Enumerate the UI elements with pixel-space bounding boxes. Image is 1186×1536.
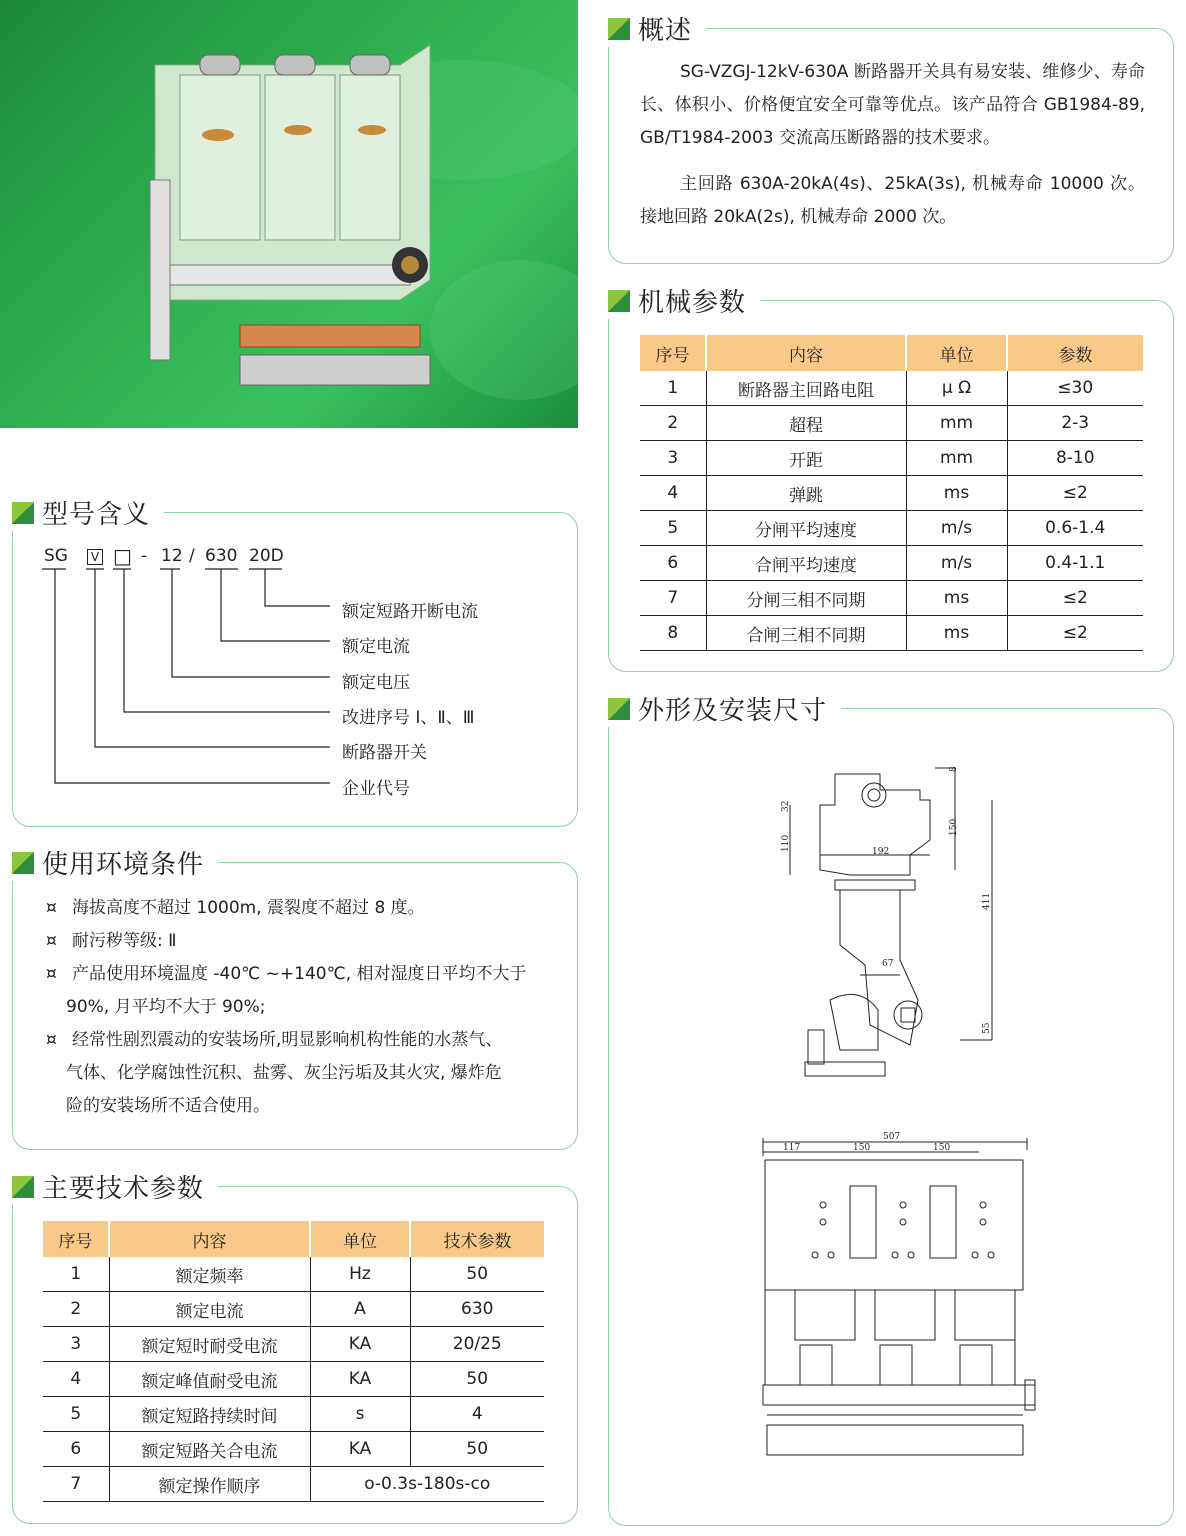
col-header: 序号 [640, 335, 706, 371]
cell: ≤2 [1007, 581, 1143, 616]
dim-192: 192 [872, 847, 890, 857]
cell: ≤30 [1007, 371, 1143, 406]
technical-title: 主要技术参数 [42, 1174, 205, 1204]
col-header: 序号 [43, 1221, 109, 1257]
mechanical-title: 机械参数 [638, 288, 747, 318]
cell: 50 [410, 1362, 544, 1397]
env-text: 险的安装场所不适合使用。 [66, 1096, 270, 1116]
table-row [640, 441, 1143, 476]
table-row [43, 1292, 544, 1327]
dim-411: 411 [982, 892, 992, 910]
label-breaking-current: 额定短路开断电流 [342, 602, 478, 622]
table-row [43, 1362, 544, 1397]
env-text: 海拔高度不超过 1000m, 震裂度不超过 8 度。 [72, 898, 425, 918]
dim-8: 8 [949, 766, 959, 772]
side-view-drawing [760, 760, 1010, 1090]
label-rated-current: 额定电流 [342, 637, 410, 657]
cell: ≤2 [1007, 616, 1143, 651]
technical-heading [12, 1168, 218, 1205]
section-icon [12, 852, 34, 874]
cell: 分闸平均速度 [706, 511, 906, 546]
cell: ms [906, 616, 1007, 651]
environment-title: 使用环境条件 [42, 850, 205, 880]
env-item-continued [66, 1057, 502, 1090]
dimensions-title: 外形及安装尺寸 [638, 696, 828, 726]
model-title: 型号含义 [42, 500, 151, 530]
env-item-continued [66, 1090, 270, 1123]
cell: 3 [43, 1327, 109, 1362]
env-text: 气体、化学腐蚀性沉积、盐雾、灰尘污垢及其火灾, 爆炸危 [66, 1063, 502, 1083]
cell: KA [310, 1362, 410, 1397]
env-text: 产品使用环境温度 -40℃ ~+140℃, 相对湿度日平均不大于 [72, 964, 527, 984]
cell: 8 [640, 616, 706, 651]
code-12: 12 [161, 546, 183, 566]
cell: ≤2 [1007, 476, 1143, 511]
overview-paragraph-1: SG-VZGJ-12kV-630A 断路器开关具有易安装、维修少、寿命长、体积小、价格便宜安全可靠等优点。该产品符合 GB1984-89, GB/T1984-2003 交流高压断路器的技术要求。 [640, 62, 1145, 148]
table-row [640, 476, 1143, 511]
cell: 合闸平均速度 [706, 546, 906, 581]
code-630: 630 [205, 546, 238, 566]
cell: 额定峰值耐受电流 [109, 1362, 310, 1397]
cell: 开距 [706, 441, 906, 476]
cell: mm [906, 406, 1007, 441]
col-header: 内容 [109, 1221, 310, 1257]
col-header: 单位 [906, 335, 1007, 371]
cell: 5 [640, 511, 706, 546]
env-item-continued [66, 991, 266, 1024]
dimensions-heading [608, 690, 841, 727]
cell: o-0.3s-180s-co [310, 1467, 544, 1502]
cell: 额定频率 [109, 1257, 310, 1292]
cell: 6 [43, 1432, 109, 1467]
bullet-icon: ¤ [46, 931, 57, 951]
cell: 断路器主回路电阻 [706, 371, 906, 406]
code-slash: / [189, 546, 195, 566]
cell: 1 [43, 1257, 109, 1292]
cell: 2-3 [1007, 406, 1143, 441]
cell: 2 [640, 406, 706, 441]
overview-heading [608, 10, 706, 47]
cell: Hz [310, 1257, 410, 1292]
table-row [640, 371, 1143, 406]
dim-150a: 150 [853, 1143, 871, 1153]
front-view-drawing [755, 1130, 1045, 1475]
cell: 1 [640, 371, 706, 406]
table-row [640, 406, 1143, 441]
section-icon [608, 18, 630, 40]
cell: 3 [640, 441, 706, 476]
col-header: 技术参数 [410, 1221, 544, 1257]
cell: 额定短路持续时间 [109, 1397, 310, 1432]
cell: KA [310, 1327, 410, 1362]
table-row [43, 1467, 544, 1502]
cell: 0.6-1.4 [1007, 511, 1143, 546]
dim-117: 117 [783, 1143, 801, 1153]
cell: 额定短时耐受电流 [109, 1327, 310, 1362]
cell: 额定操作顺序 [109, 1467, 310, 1502]
cell: 7 [640, 581, 706, 616]
cell: 7 [43, 1467, 109, 1502]
cell: A [310, 1292, 410, 1327]
dim-32: 32 [781, 800, 791, 812]
code-20d: 20D [249, 546, 284, 566]
cell: 额定电流 [109, 1292, 310, 1327]
env-item [46, 958, 527, 991]
bullet-icon: ¤ [46, 1030, 57, 1050]
table-row [640, 546, 1143, 581]
mechanical-heading [608, 282, 760, 319]
table-row [43, 1257, 544, 1292]
cell: 4 [43, 1362, 109, 1397]
cell: 分闸三相不同期 [706, 581, 906, 616]
table-row [43, 1327, 544, 1362]
cell: 额定短路关合电流 [109, 1432, 310, 1467]
section-icon [608, 698, 630, 720]
label-breaker: 断路器开关 [342, 743, 427, 763]
cell: 6 [640, 546, 706, 581]
cell: ms [906, 476, 1007, 511]
cell: s [310, 1397, 410, 1432]
cell: 630 [410, 1292, 544, 1327]
technical-table [43, 1221, 544, 1502]
label-company-code: 企业代号 [342, 779, 410, 799]
cell: μ Ω [906, 371, 1007, 406]
cell: 5 [43, 1397, 109, 1432]
code-box: □ [113, 544, 132, 568]
env-item [46, 925, 177, 958]
code-dash: - [141, 546, 148, 566]
cell: ms [906, 581, 1007, 616]
cell: 4 [410, 1397, 544, 1432]
bullet-icon: ¤ [46, 964, 57, 984]
table-row [43, 1432, 544, 1467]
dim-507: 507 [883, 1132, 901, 1142]
cell: 合闸三相不同期 [706, 616, 906, 651]
dim-110: 110 [781, 834, 791, 852]
dim-150b: 150 [933, 1143, 951, 1153]
cell: KA [310, 1432, 410, 1467]
section-icon [12, 1176, 34, 1198]
cell: 2 [43, 1292, 109, 1327]
table-row [43, 1397, 544, 1432]
cell: 8-10 [1007, 441, 1143, 476]
cell: 0.4-1.1 [1007, 546, 1143, 581]
env-item [46, 892, 425, 925]
table-row [640, 581, 1143, 616]
env-text: 经常性剧烈震动的安装场所,明显影响机构性能的水蒸气、 [72, 1030, 503, 1050]
code-sg: SG [44, 546, 68, 566]
col-header: 参数 [1007, 335, 1143, 371]
bullet-icon: ¤ [46, 898, 57, 918]
cell: 超程 [706, 406, 906, 441]
col-header: 单位 [310, 1221, 410, 1257]
cell: mm [906, 441, 1007, 476]
cell: m/s [906, 511, 1007, 546]
model-leader-lines [0, 0, 578, 830]
cell: 弹跳 [706, 476, 906, 511]
cell: 50 [410, 1432, 544, 1467]
overview-title: 概述 [638, 16, 693, 46]
dim-150: 150 [949, 818, 959, 836]
table-row [640, 616, 1143, 651]
label-rated-voltage: 额定电压 [342, 673, 410, 693]
section-icon [608, 290, 630, 312]
cell: 50 [410, 1257, 544, 1292]
cell: 20/25 [410, 1327, 544, 1362]
env-item [46, 1024, 502, 1057]
table-row [640, 511, 1143, 546]
overview-paragraph-2: 主回路 630A-20kA(4s)、25kA(3s), 机械寿命 10000 次。接地回路 20kA(2s), 机械寿命 2000 次。 [640, 174, 1145, 227]
cell: m/s [906, 546, 1007, 581]
dim-55: 55 [982, 1022, 992, 1034]
col-header: 内容 [706, 335, 906, 371]
dim-67: 67 [882, 959, 894, 969]
cell: 4 [640, 476, 706, 511]
environment-heading [12, 844, 218, 881]
mechanical-table [640, 335, 1143, 651]
label-revision: 改进序号 Ⅰ、Ⅱ、Ⅲ [342, 708, 475, 728]
code-v: V [87, 549, 103, 565]
env-text: 90%, 月平均不大于 90%; [66, 997, 266, 1017]
env-text: 耐污秽等级: Ⅱ [72, 931, 177, 951]
